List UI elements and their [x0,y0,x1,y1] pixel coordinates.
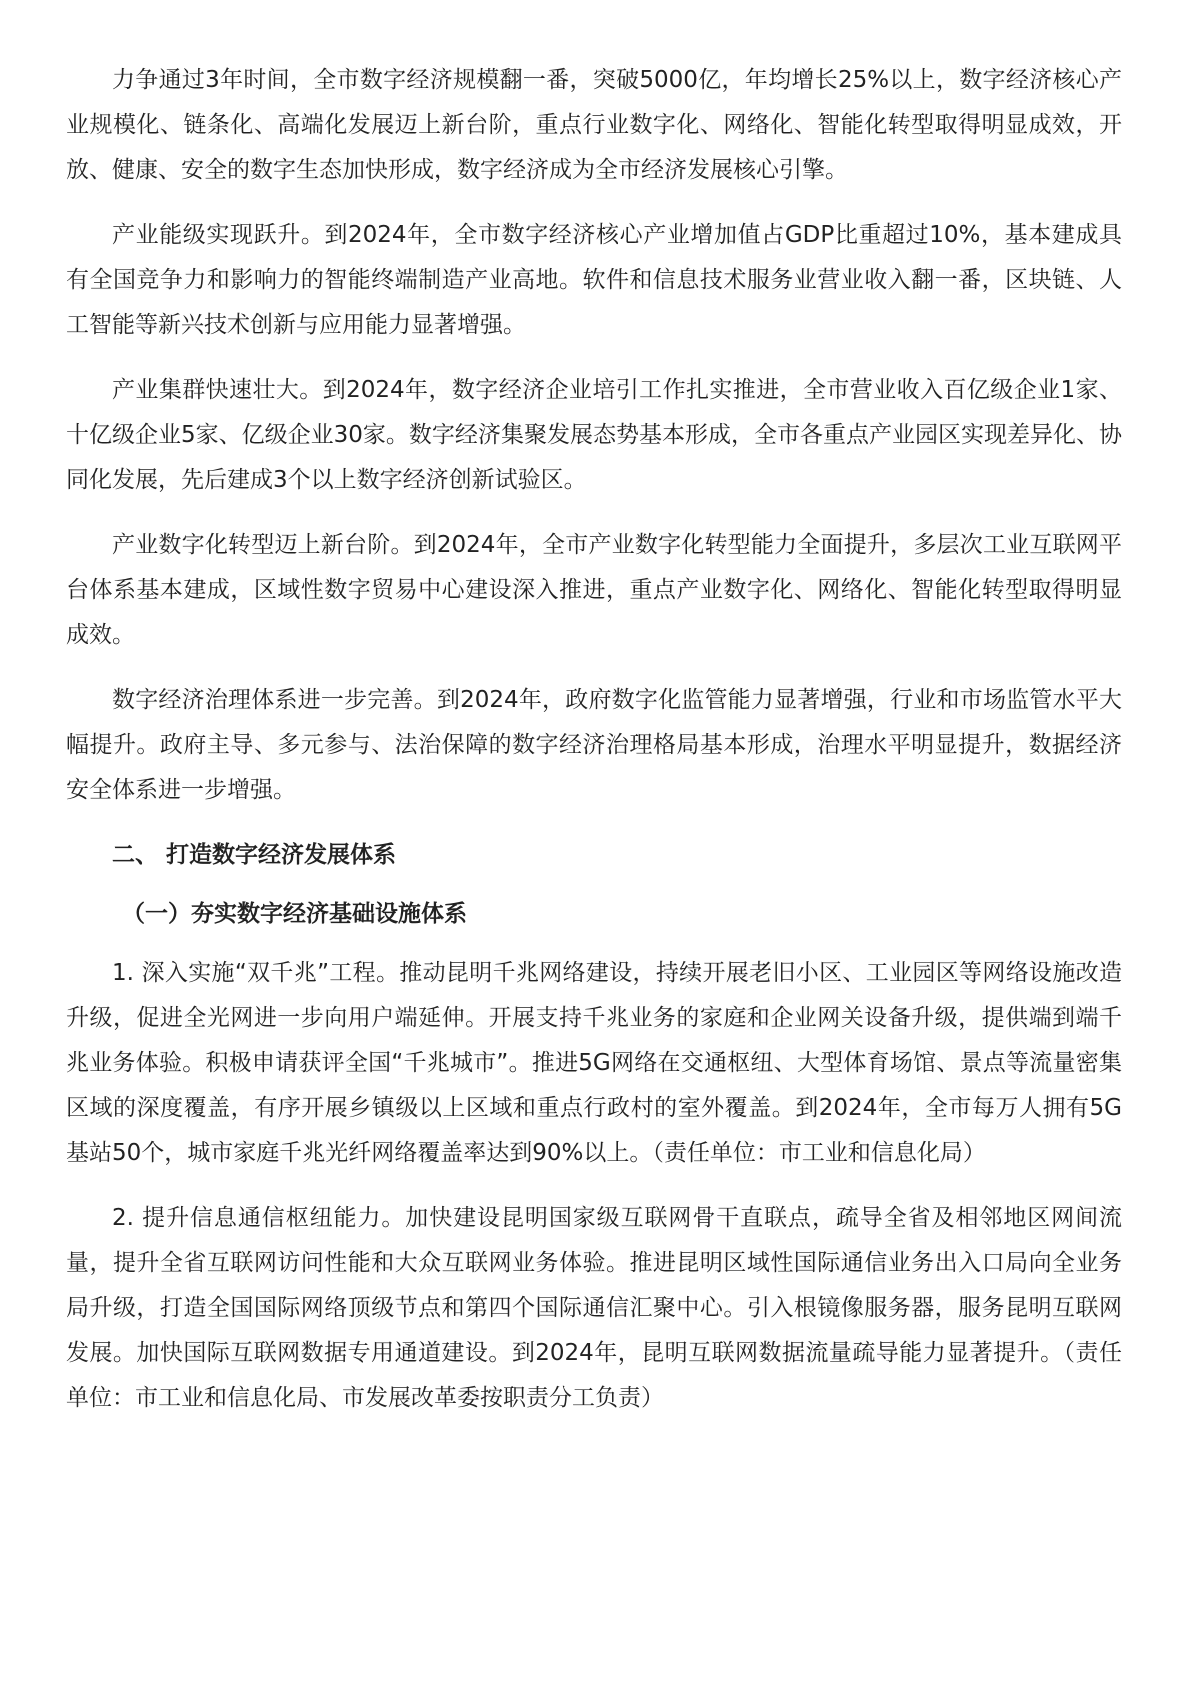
document-page [66,58,1122,1441]
paragraph-governance-system: 数字经济治理体系进一步完善。到2024年，政府数字化监管能力显著增强，行业和市场监管水平大幅提升。政府主导、多元参与、法治保障的数字经济治理格局基本形成，治理水平明显提升，数据经济安全体系进一步增强。 [66,687,1122,803]
paragraph-item-1: 1. 深入实施“双千兆”工程。推动昆明千兆网络建设，持续开展老旧小区、工业园区等网络设施改造升级，促进全光网进一步向用户端延伸。开展支持千兆业务的家庭和企业网关设备升级，提供端到端千兆业务体验。积极申请获评全国“千兆城市”。推进5G网络在交通枢纽、大型体育场馆、景点等流量密集区域的深度覆盖，有序开展乡镇级以上区域和重点行政村的室外覆盖。到2024年，全市每万人拥有5G基站50个，城市家庭千兆光纤网络覆盖率达到90%以上。（责任单位：市工业和信息化局） [66,960,1122,1166]
subsection-heading: （一）夯实数字经济基础设施体系 [122,901,467,927]
section-heading: 二、 打造数字经济发展体系 [112,842,397,868]
paragraph-item-2: 2. 提升信息通信枢纽能力。加快建设昆明国家级互联网骨干直联点，疏导全省及相邻地区网间流量，提升全省互联网访问性能和大众互联网业务体验。推进昆明区域性国际通信业务出入口局向全业务局升级，打造全国国际网络顶级节点和第四个国际通信汇聚中心。引入根镜像服务器，服务昆明互联网发展。加快国际互联网数据专用通道建设。到2024年，昆明互联网数据流量疏导能力显著提升。（责任单位：市工业和信息化局、市发展改革委按职责分工负责） [66,1205,1122,1411]
paragraph-overall-goal: 力争通过3年时间，全市数字经济规模翻一番，突破5000亿，年均增长25%以上，数字经济核心产业规模化、链条化、高端化发展迈上新台阶，重点行业数字化、网络化、智能化转型取得明显成效，开放、健康、安全的数字生态加快形成，数字经济成为全市经济发展核心引擎。 [66,67,1122,183]
paragraph-digital-transformation: 产业数字化转型迈上新台阶。到2024年，全市产业数字化转型能力全面提升，多层次工业互联网平台体系基本建成，区域性数字贸易中心建设深入推进，重点产业数字化、网络化、智能化转型取得明显成效。 [66,532,1122,648]
paragraph-industry-level: 产业能级实现跃升。到2024年，全市数字经济核心产业增加值占GDP比重超过10%，基本建成具有全国竞争力和影响力的智能终端制造产业高地。软件和信息技术服务业营业收入翻一番，区块链、人工智能等新兴技术创新与应用能力显著增强。 [66,222,1122,338]
paragraph-industry-cluster: 产业集群快速壮大。到2024年，数字经济企业培引工作扎实推进，全市营业收入百亿级企业1家、十亿级企业5家、亿级企业30家。数字经济集聚发展态势基本形成，全市各重点产业园区实现差异化、协同化发展，先后建成3个以上数字经济创新试验区。 [66,377,1122,493]
